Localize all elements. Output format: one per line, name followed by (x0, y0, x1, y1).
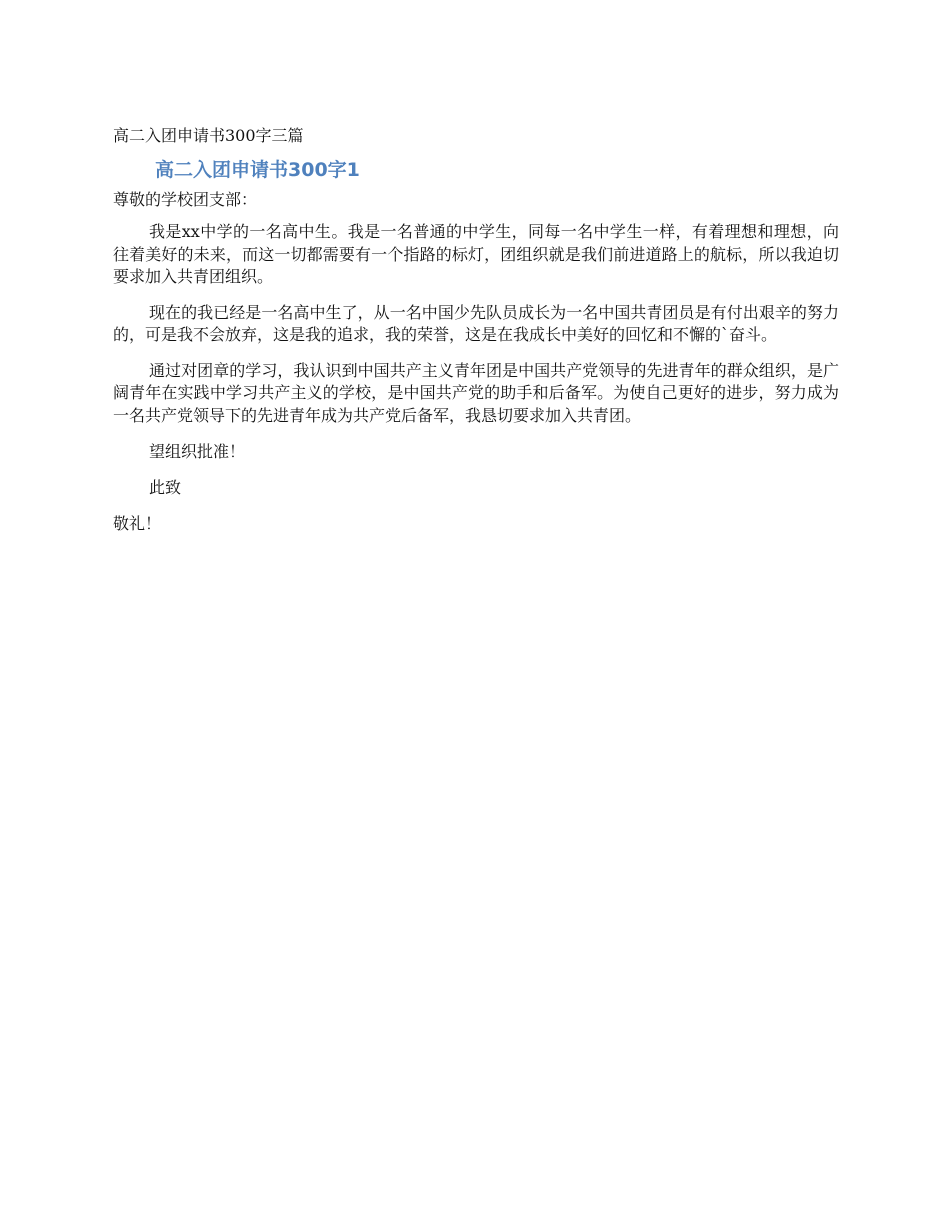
closing-phrase: 此致 (149, 478, 182, 497)
closing-salute: 敬礼！ (113, 514, 162, 533)
body-paragraph-1: 我是xx中学的一名高中生。我是一名普通的中学生，同每一名中学生一样，有着理想和理想，向往着美好的未来，而这一切都需要有一个指路的标灯，团组织就是我们前进道路上的航标，所以我迫切要求加入共青团组织。 (113, 222, 839, 286)
closing-request: 望组织批准！ (149, 442, 246, 461)
body-paragraph-3: 通过对团章的学习，我认识到中国共产主义青年团是中国共产党领导的先进青年的群众组织，是广阔青年在实践中学习共产主义的学校，是中国共产党的助手和后备军。为使自己更好的进步，努力成为一名共产党领导下的先进青年成为共产党后备军，我恳切要求加入共青团。 (113, 360, 839, 425)
body-paragraph-2: 现在的我已经是一名高中生了，从一名中国少先队员成长为一名中国共青团员是有付出艰辛的努力的，可是我不会放弃，这是我的追求，我的荣誉，这是在我成长中美好的回忆和不懈的`奋斗。 (113, 302, 839, 344)
salutation: 尊敬的学校团支部： (113, 190, 258, 209)
document-page (113, 124, 839, 548)
document-title: 高二入团申请书300字三篇 (113, 126, 304, 145)
section-heading: 高二入团申请书300字1 (155, 159, 360, 181)
